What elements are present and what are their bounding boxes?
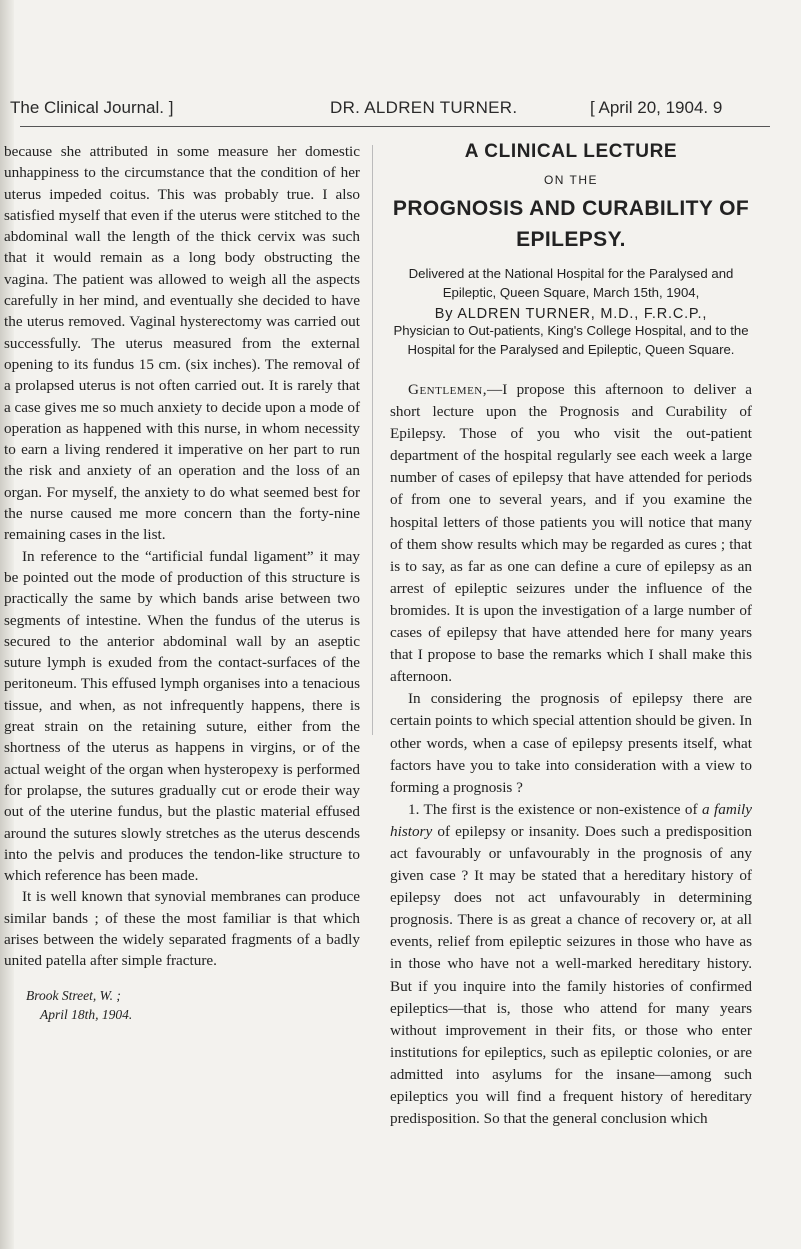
- right-paragraph-3: [390, 799, 752, 1130]
- left-paragraph-3: It is well known that synovial membranes can produce similar bands ; of these the most familiar is that which arises between the widely separated fragments of a badly united patella after simple fracture.: [4, 888, 360, 970]
- lecture-title: A CLINICAL LECTURE: [464, 141, 678, 162]
- right-paragraph-1: [390, 379, 752, 688]
- family-history-emphasis: a family history: [390, 800, 752, 840]
- header-author: DR. ALDREN TURNER.: [330, 98, 518, 117]
- signoff-place: Brook Street, W. ;: [26, 987, 121, 1003]
- author-affiliation: Physician to Out-patients, King's College Hospital, and to the Hospital for the Paralysed and Epileptic, Queen Square.: [393, 323, 749, 357]
- left-paragraph-1: because she attributed in some measure her domestic unhappiness to the circumstance that the condition of her uterus impeded coitus. This was probably true. I also satisfied myself that even if the uterus were stitched to the abdominal wall the length of the thick cervix was such that it would remain as a long body obstructing the vagina. The patient was allowed to weigh all the aspects carefully in her mind, and eventually she decided to have the uterus removed. Vaginal hysterectomy was carried out successfully. The uterus measured from the external opening to its fundus 15 cm. (six inches). The removal of a prolapsed uterus is not often carried out. It is rarely that a case gives me so much anxiety to decide upon a mode of operation as happened with this nurse, in whom necessity to earn a living rendered it imperative on her part to run the risk and anxiety of an operation and the loss of an organ. For myself, the anxiety to do what seemed best for the nurse caused me more concern than the forty-nine remaining cases in the list.: [4, 143, 360, 544]
- salutation: Gentlemen,: [408, 381, 488, 398]
- title-connector: ON THE: [543, 173, 599, 187]
- lecture-body: [390, 379, 752, 1130]
- right-column: [390, 141, 752, 1130]
- column-divider: [372, 145, 373, 735]
- signoff: [4, 986, 360, 1024]
- header-date-page: [ April 20, 1904. 9: [590, 98, 723, 117]
- right-paragraph-3-text: of epilepsy or insanity. Does such a predisposition act favourably or unfavourably in the prognosis of any given case ? It may be stated that a hereditary history of epilepsy does not act unfavourably in determining prognosis. There is as great a chance of recovery or, at all events, relief from epileptic seizures in those who have as in those who have not a well-marked hereditary history. But if you inquire into the family histories of confirmed epileptics—that is, those who attend for many years without improvement in their fits, or those who enter institutions for epileptics, such as epileptic colonies, or are admitted into asylums for the insane—among such epileptics you will find a frequent history of hereditary predisposition. So that the general conclusion which: [390, 822, 752, 1128]
- running-header: [0, 98, 801, 122]
- right-paragraph-1-text: —I propose this afternoon to deliver a short lecture upon the Prognosis and Curability of Epilepsy. Those of you who visit the out-patient department of the hospital regularly see each week a large number of cases of epilepsy that have attended for periods of from one to several years, and if you examine the hospital letters of those patients you will notice that many of them show results which may be regarded as cures ; that is to say, as far as one can define a cure of epilepsy as an arrest of epileptic seizures under the influence of the bromides. It is upon the investigation of a large number of cases of epilepsy that have attended here for many years that I propose to base the remarks which I shall make this afternoon.: [390, 381, 752, 686]
- lecture-subject: PROGNOSIS AND CURABILITY OF EPILEPSY.: [392, 197, 750, 251]
- left-paragraph-2: In reference to the “artificial fundal ligament” it may be pointed out the mode of production of this structure is practically the same by which bands arise between two segments of intestine. When the fundus of the uterus is secured to the anterior abdominal wall by an aseptic suture lymph is exuded from the contact-surfaces of the peritoneum. This effused lymph organises into a tenacious tissue, and when, as not infrequently happens, there is great strain on the retaining suture, either from the shortness of the uterus as happens in virgins, or of the actual weight of the organ when hysteropexy is performed for prolapse, the sutures gradually cut or erode their way out of the uterine fundus, but the plastic material effused around the sutures slowly stretches as the uterus descends into the pelvis and produces the tendon-like structure to which reference has been made.: [4, 547, 360, 885]
- signoff-date: April 18th, 1904.: [40, 1006, 133, 1022]
- left-column: [4, 141, 360, 1024]
- point-1-lead: 1. The first is the existence or non-existence of: [408, 800, 702, 818]
- byline: By ALDREN TURNER, M.D., F.R.C.P.,: [434, 306, 708, 322]
- header-rule: [20, 126, 770, 127]
- right-paragraph-2: In considering the prognosis of epilepsy there are certain points to which special attention should be given. In other words, when a case of epilepsy presents itself, what factors have you to take into consideration with a view to forming a prognosis ?: [390, 690, 752, 796]
- delivered-note: Delivered at the National Hospital for the Paralysed and Epileptic, Queen Square, March 15th, 1904,: [408, 266, 734, 300]
- journal-name: The Clinical Journal. ]: [10, 98, 174, 117]
